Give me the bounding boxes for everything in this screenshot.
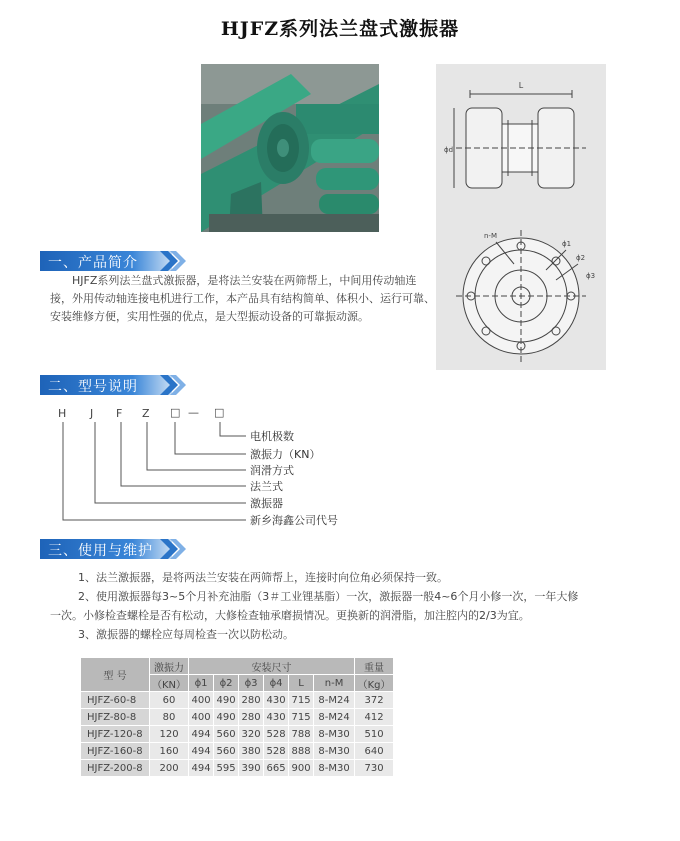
- cell-phi3: 280: [239, 692, 264, 709]
- cell-l: 888: [289, 743, 314, 760]
- cell-phi3: 390: [239, 760, 264, 777]
- th-phi4: ϕ4: [264, 675, 289, 692]
- drawing-label-phi3: ϕ3: [586, 272, 596, 280]
- cell-phi4: 430: [264, 709, 289, 726]
- section-usage-heading: 三、使用与维护: [48, 543, 153, 559]
- code-box-force: □: [170, 406, 181, 419]
- code-letter-j: J: [90, 407, 94, 420]
- cell-weight: 510: [355, 726, 394, 743]
- code-letter-f: F: [116, 407, 123, 420]
- cell-weight: 640: [355, 743, 394, 760]
- table-row: [81, 709, 394, 726]
- section-intro-heading: 一、产品简介: [48, 255, 138, 271]
- cell-model: HJFZ-160-8: [81, 743, 150, 760]
- table-row: [81, 760, 394, 777]
- cell-phi4: 528: [264, 726, 289, 743]
- drawing-label-l: L: [518, 81, 524, 90]
- th-install: 安装尺寸: [189, 658, 355, 675]
- cell-phi2: 560: [214, 726, 239, 743]
- drawing-label-phi2: ϕ2: [576, 254, 586, 262]
- cell-phi3: 280: [239, 709, 264, 726]
- th-weight-label: 重量: [364, 662, 385, 674]
- legend-vibrator: 激振器: [250, 497, 283, 510]
- cell-phi4: 528: [264, 743, 289, 760]
- cell-phi3: 320: [239, 726, 264, 743]
- intro-paragraph: HJFZ系列法兰盘式激振器，是将法兰安装在两筛帮上，中间用传动轴连接，外用传动轴连接电机进行工作，本产品具有结构简单、体积小、运行可靠、安装维修方便，实用性强的优点，是大型振动设备的可靠振动源。: [50, 274, 435, 323]
- legend-flange: 法兰式: [250, 480, 283, 493]
- cell-force: 80: [150, 709, 189, 726]
- th-phi3: ϕ3: [239, 675, 264, 692]
- cell-model: HJFZ-60-8: [81, 692, 150, 709]
- cell-l: 900: [289, 760, 314, 777]
- table-row: [81, 743, 394, 760]
- cell-force: 120: [150, 726, 189, 743]
- cell-phi2: 490: [214, 692, 239, 709]
- usage-list: [50, 568, 620, 644]
- usage-item-2: 2、使用激振器每3~5个月补充油脂（3＃工业锂基脂）一次，激振器一般4~6个月小修一次，一年大修: [78, 590, 579, 603]
- drawing-label-phi-d: ϕd: [444, 146, 454, 154]
- legend-company-code: 新乡海鑫公司代号: [250, 514, 338, 527]
- cell-phi1: 494: [189, 726, 214, 743]
- cell-phi1: 400: [189, 692, 214, 709]
- drawing-label-nm: n-M: [484, 232, 498, 240]
- page-title: HJFZ系列法兰盘式激振器: [220, 18, 460, 40]
- cell-phi1: 494: [189, 743, 214, 760]
- cell-l: 715: [289, 692, 314, 709]
- th-l: L: [289, 675, 314, 692]
- cell-force: 200: [150, 760, 189, 777]
- table-row: [81, 726, 394, 743]
- cell-force: 60: [150, 692, 189, 709]
- table-header-row-1: [81, 658, 394, 675]
- drawing-label-phi1: ϕ1: [562, 240, 572, 248]
- cell-nm: 8-M30: [314, 726, 355, 743]
- th-weight: [355, 658, 394, 675]
- cell-phi2: 595: [214, 760, 239, 777]
- section-model-heading: 二、型号说明: [48, 379, 138, 395]
- cell-l: 788: [289, 726, 314, 743]
- th-nm: n-M: [314, 675, 355, 692]
- th-phi1: ϕ1: [189, 675, 214, 692]
- cell-phi2: 560: [214, 743, 239, 760]
- cell-weight: 730: [355, 760, 394, 777]
- cell-nm: 8-M30: [314, 743, 355, 760]
- th-weight-unit: （Kg）: [355, 675, 394, 692]
- cell-l: 715: [289, 709, 314, 726]
- usage-item-1: 1、法兰激振器，是将两法兰安装在两筛帮上，连接时向位角必须保持一致。: [78, 571, 448, 584]
- cell-model: HJFZ-80-8: [81, 709, 150, 726]
- th-model: 型 号: [81, 658, 150, 692]
- cell-model: HJFZ-120-8: [81, 726, 150, 743]
- legend-force: 激振力（KN）: [250, 448, 321, 461]
- usage-item-2-cont: 一次。小修检查螺栓是否有松动，大修检查轴承磨损情况。更换新的润滑脂，加注腔内的2/3为宜。: [50, 609, 530, 622]
- th-phi2: ϕ2: [214, 675, 239, 692]
- th-force-unit: （KN）: [150, 675, 189, 692]
- code-letter-h: H: [58, 407, 67, 420]
- cell-phi4: 665: [264, 760, 289, 777]
- cell-phi2: 490: [214, 709, 239, 726]
- table-row: [81, 692, 394, 709]
- usage-item-3: 3、激振器的螺栓应每周检查一次以防松动。: [78, 628, 294, 641]
- th-force: [150, 658, 189, 675]
- section-usage-band: [40, 539, 190, 559]
- cell-phi4: 430: [264, 692, 289, 709]
- cell-nm: 8-M24: [314, 709, 355, 726]
- code-box-poles: □: [214, 406, 225, 419]
- code-letter-z: Z: [142, 407, 150, 420]
- th-force-label: 激振力: [154, 662, 185, 674]
- spec-table: [80, 657, 394, 777]
- chevron-right-icon: [160, 539, 190, 559]
- code-dash: —: [188, 406, 199, 419]
- cell-weight: 412: [355, 709, 394, 726]
- legend-poles: 电机极数: [250, 430, 294, 443]
- cell-weight: 372: [355, 692, 394, 709]
- cell-nm: 8-M24: [314, 692, 355, 709]
- cell-nm: 8-M30: [314, 760, 355, 777]
- cell-model: HJFZ-200-8: [81, 760, 150, 777]
- cell-phi3: 380: [239, 743, 264, 760]
- cell-force: 160: [150, 743, 189, 760]
- cell-phi1: 494: [189, 760, 214, 777]
- cell-phi1: 400: [189, 709, 214, 726]
- legend-lubrication: 润滑方式: [250, 464, 294, 477]
